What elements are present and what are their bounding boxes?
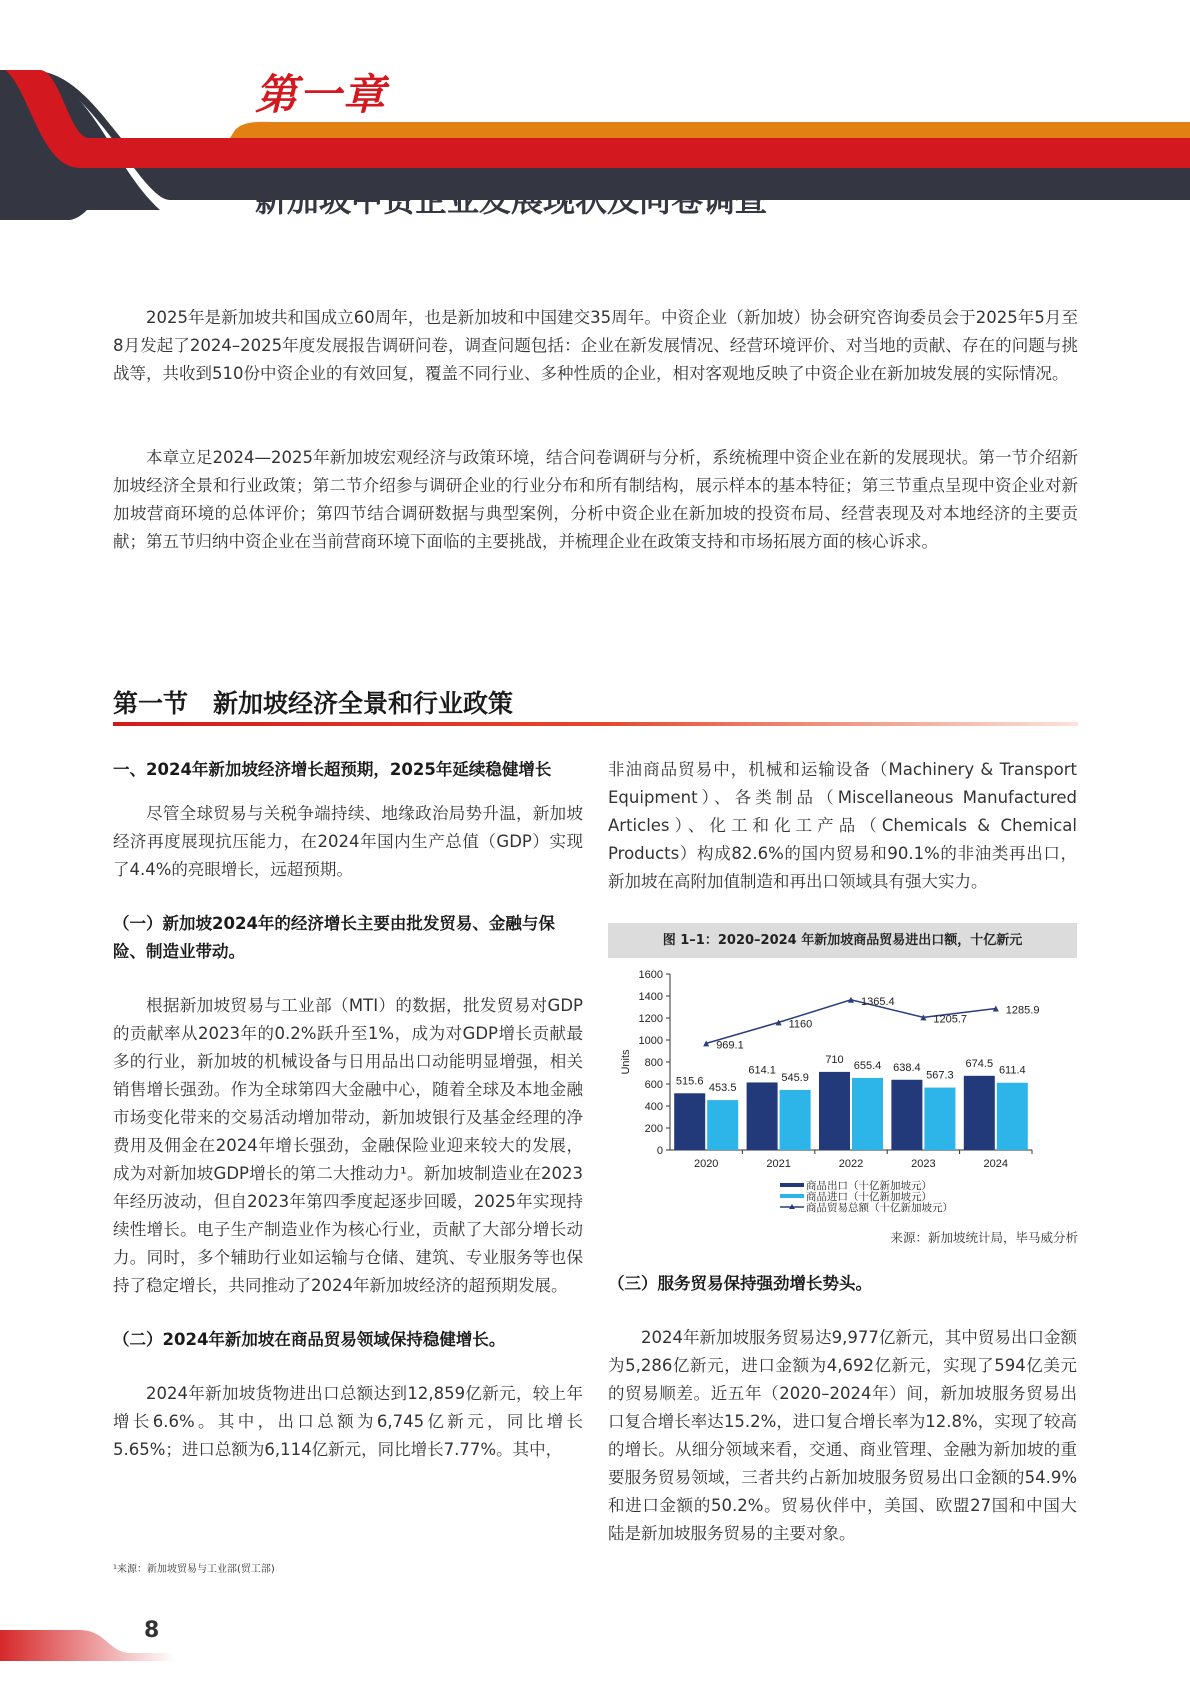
heading-3: （二）2024年新加坡在商品贸易领域保持稳健增长。 [113, 1330, 506, 1349]
chart-source: 来源：新加坡统计局，毕马威分析 [890, 1230, 1078, 1245]
data-label: 545.9 [781, 1071, 809, 1084]
data-label: 710 [825, 1053, 844, 1066]
heading-2: （一）新加坡2024年的经济增长主要由批发贸易、金融与保险、制造业带动。 [113, 914, 555, 961]
x-tick-label: 2021 [766, 1158, 791, 1170]
data-label: 567.3 [926, 1069, 954, 1082]
bar-import [924, 1088, 955, 1150]
bar-export [964, 1076, 995, 1150]
y-tick-label: 1200 [638, 1013, 663, 1025]
heading-4: （三）服务贸易保持强劲增长势头。 [608, 1274, 872, 1293]
heading-1: 一、2024年新加坡经济增长超预期，2025年延续稳健增长 [113, 760, 552, 779]
paragraph: 2024年新加坡货物进出口总额达到12,859亿新元，较上年增长6.6%。其中，出口总额为6,745亿新元，同比增长5.65%；进口总额为6,114亿新元，同比增长7.77%。其中， [113, 1384, 583, 1459]
y-tick-label: 800 [644, 1057, 663, 1069]
data-label: 453.5 [708, 1082, 737, 1095]
y-axis-label: Units [620, 1049, 632, 1075]
page-number: 8 [144, 1618, 160, 1643]
intro-paragraph-1: 2025年是新加坡共和国成立60周年，也是新加坡和中国建交35周年。中资企业（新加坡）协会研究咨询委员会于2025年5月至8月发起了2024–2025年度发展报告调研问卷，调查问题包括：企业在新发展情况、经营环境评价、对当地的贡献、存在的问题与挑战等，共收到510份中资企业的有效回复，覆盖不同行业、多种性质的企业，相对客观地反映了中资企业在新加坡发展的实际情况。 [113, 308, 1078, 383]
data-label: 1365.4 [861, 995, 895, 1008]
bar-import [852, 1078, 883, 1150]
y-tick-label: 400 [644, 1101, 663, 1113]
bar-import [997, 1083, 1028, 1150]
legend-swatch [780, 1194, 804, 1198]
x-tick-label: 2022 [838, 1158, 864, 1170]
x-tick-label: 2023 [911, 1158, 936, 1170]
chart-caption: 图 1–1：2020–2024 年新加坡商品贸易进出口额，十亿新元 [608, 923, 1077, 958]
paragraph: 非油商品贸易中，机械和运输设备（Machinery & Transport Equipment）、各类制品（Miscellaneous Manufactured Articles）、化工和化工产品（Chemicals & Chemical Products）构成82.6%的国内贸易和90.1%的非油类再出口，新加坡在高附加值制造和再出口领域具有强大实力。 [608, 760, 1077, 891]
bar-export [674, 1093, 705, 1150]
intro-paragraph-2: 本章立足2024—2025年新加坡宏观经济与政策环境，结合问卷调研与分析，系统梳理中资企业在新的发展现状。第一节介绍新加坡经济全景和行业政策；第二节介绍参与调研企业的行业分布和所有制结构，展示样本的基本特征；第三节重点呈现中资企业对新加坡营商环境的总体评价；第四节结合调研数据与典型案例，分析中资企业在新加坡的投资布局、经营表现及对本地经济的主要贡献；第五节归纳中资企业在当前营商环境下面临的主要挑战，并梳理企业在政策支持和市场拓展方面的核心诉求。 [113, 448, 1078, 551]
bar-import [780, 1090, 811, 1150]
x-tick-label: 2020 [693, 1158, 719, 1170]
y-tick-label: 1600 [638, 969, 663, 981]
legend-label: 商品贸易总额（十亿新加坡元） [806, 1202, 953, 1214]
paragraph: 根据新加坡贸易与工业部（MTI）的数据，批发贸易对GDP的贡献率从2023年的0.2%跃升至1%，成为对GDP增长贡献最多的行业，新加坡的机械设备与日用品出口动能明显增强，相关销售增长强劲。作为全球第四大金融中心，随着全球及本地金融市场变化带来的交易活动增加带动，新加坡银行及基金经理的净费用及佣金在2024年增长强劲，金融保险业迎来较大的发展，成为对新加坡GDP增长的第二大推动力¹。新加坡制造业在2023年经历波动，但自2023年第四季度起逐步回暖，2025年实现持续性增长。电子生产制造业作为核心行业，贡献了大部分增长动力。同时，多个辅助行业如运输与仓储、建筑、专业服务等也保持了稳定增长，共同推动了2024年新加坡经济的超预期发展。 [113, 996, 583, 1295]
legend-label: 商品出口（十亿新加坡元） [806, 1180, 932, 1192]
data-label: 515.6 [675, 1075, 704, 1088]
section-title: 第一节 新加坡经济全景和行业政策 [113, 689, 514, 718]
bar-export [891, 1080, 922, 1150]
y-tick-label: 1000 [638, 1035, 663, 1047]
footnote: ¹来源：新加坡贸易与工业部(贸工部) [113, 1564, 275, 1575]
legend-swatch [780, 1183, 804, 1187]
data-label: 1205.7 [933, 1013, 968, 1026]
y-tick-label: 600 [644, 1079, 663, 1091]
data-label: 1285.9 [1005, 1004, 1040, 1017]
paragraph: 尽管全球贸易与关税争端持续、地缘政治局势升温，新加坡经济再度展现抗压能力，在2024年国内生产总值（GDP）实现了4.4%的亮眼增长，远超预期。 [113, 804, 583, 879]
y-tick-label: 0 [656, 1145, 663, 1157]
data-label: 674.5 [965, 1057, 994, 1070]
data-label: 655.4 [853, 1059, 882, 1072]
data-label: 969.1 [716, 1039, 744, 1052]
legend-label: 商品进口（十亿新加坡元） [806, 1191, 932, 1203]
bar-export [747, 1082, 778, 1150]
y-tick-label: 200 [644, 1123, 663, 1135]
data-label: 611.4 [998, 1064, 1026, 1077]
chapter-title: 新加坡中资企业发展现状及问卷调查 [255, 181, 768, 219]
x-tick-label: 2024 [983, 1158, 1009, 1170]
bar-import [707, 1100, 738, 1150]
data-label: 614.1 [748, 1064, 776, 1077]
y-tick-label: 1400 [638, 991, 663, 1003]
paragraph: 2024年新加坡服务贸易达9,977亿新元，其中贸易出口金额为5,286亿新元，进口金额为4,692亿新元，实现了594亿美元的贸易顺差。近五年（2020–2024年）间，新加坡服务贸易出口复合增长率达15.2%，进口复合增长率为12.8%，实现了较高的增长。从细分领域来看，交通、商业管理、金融为新加坡的重要服务贸易领域，三者共约占新加坡服务贸易出口金额的54.9%和进口金额的50.2%。贸易伙伴中，美国、欧盟27国和中国大陆是新加坡服务贸易的主要对象。 [608, 1328, 1077, 1543]
data-label: 1160 [788, 1018, 813, 1031]
bar-export [819, 1072, 850, 1150]
chapter-label: 第一章 [255, 70, 388, 119]
data-label: 638.4 [893, 1061, 921, 1074]
